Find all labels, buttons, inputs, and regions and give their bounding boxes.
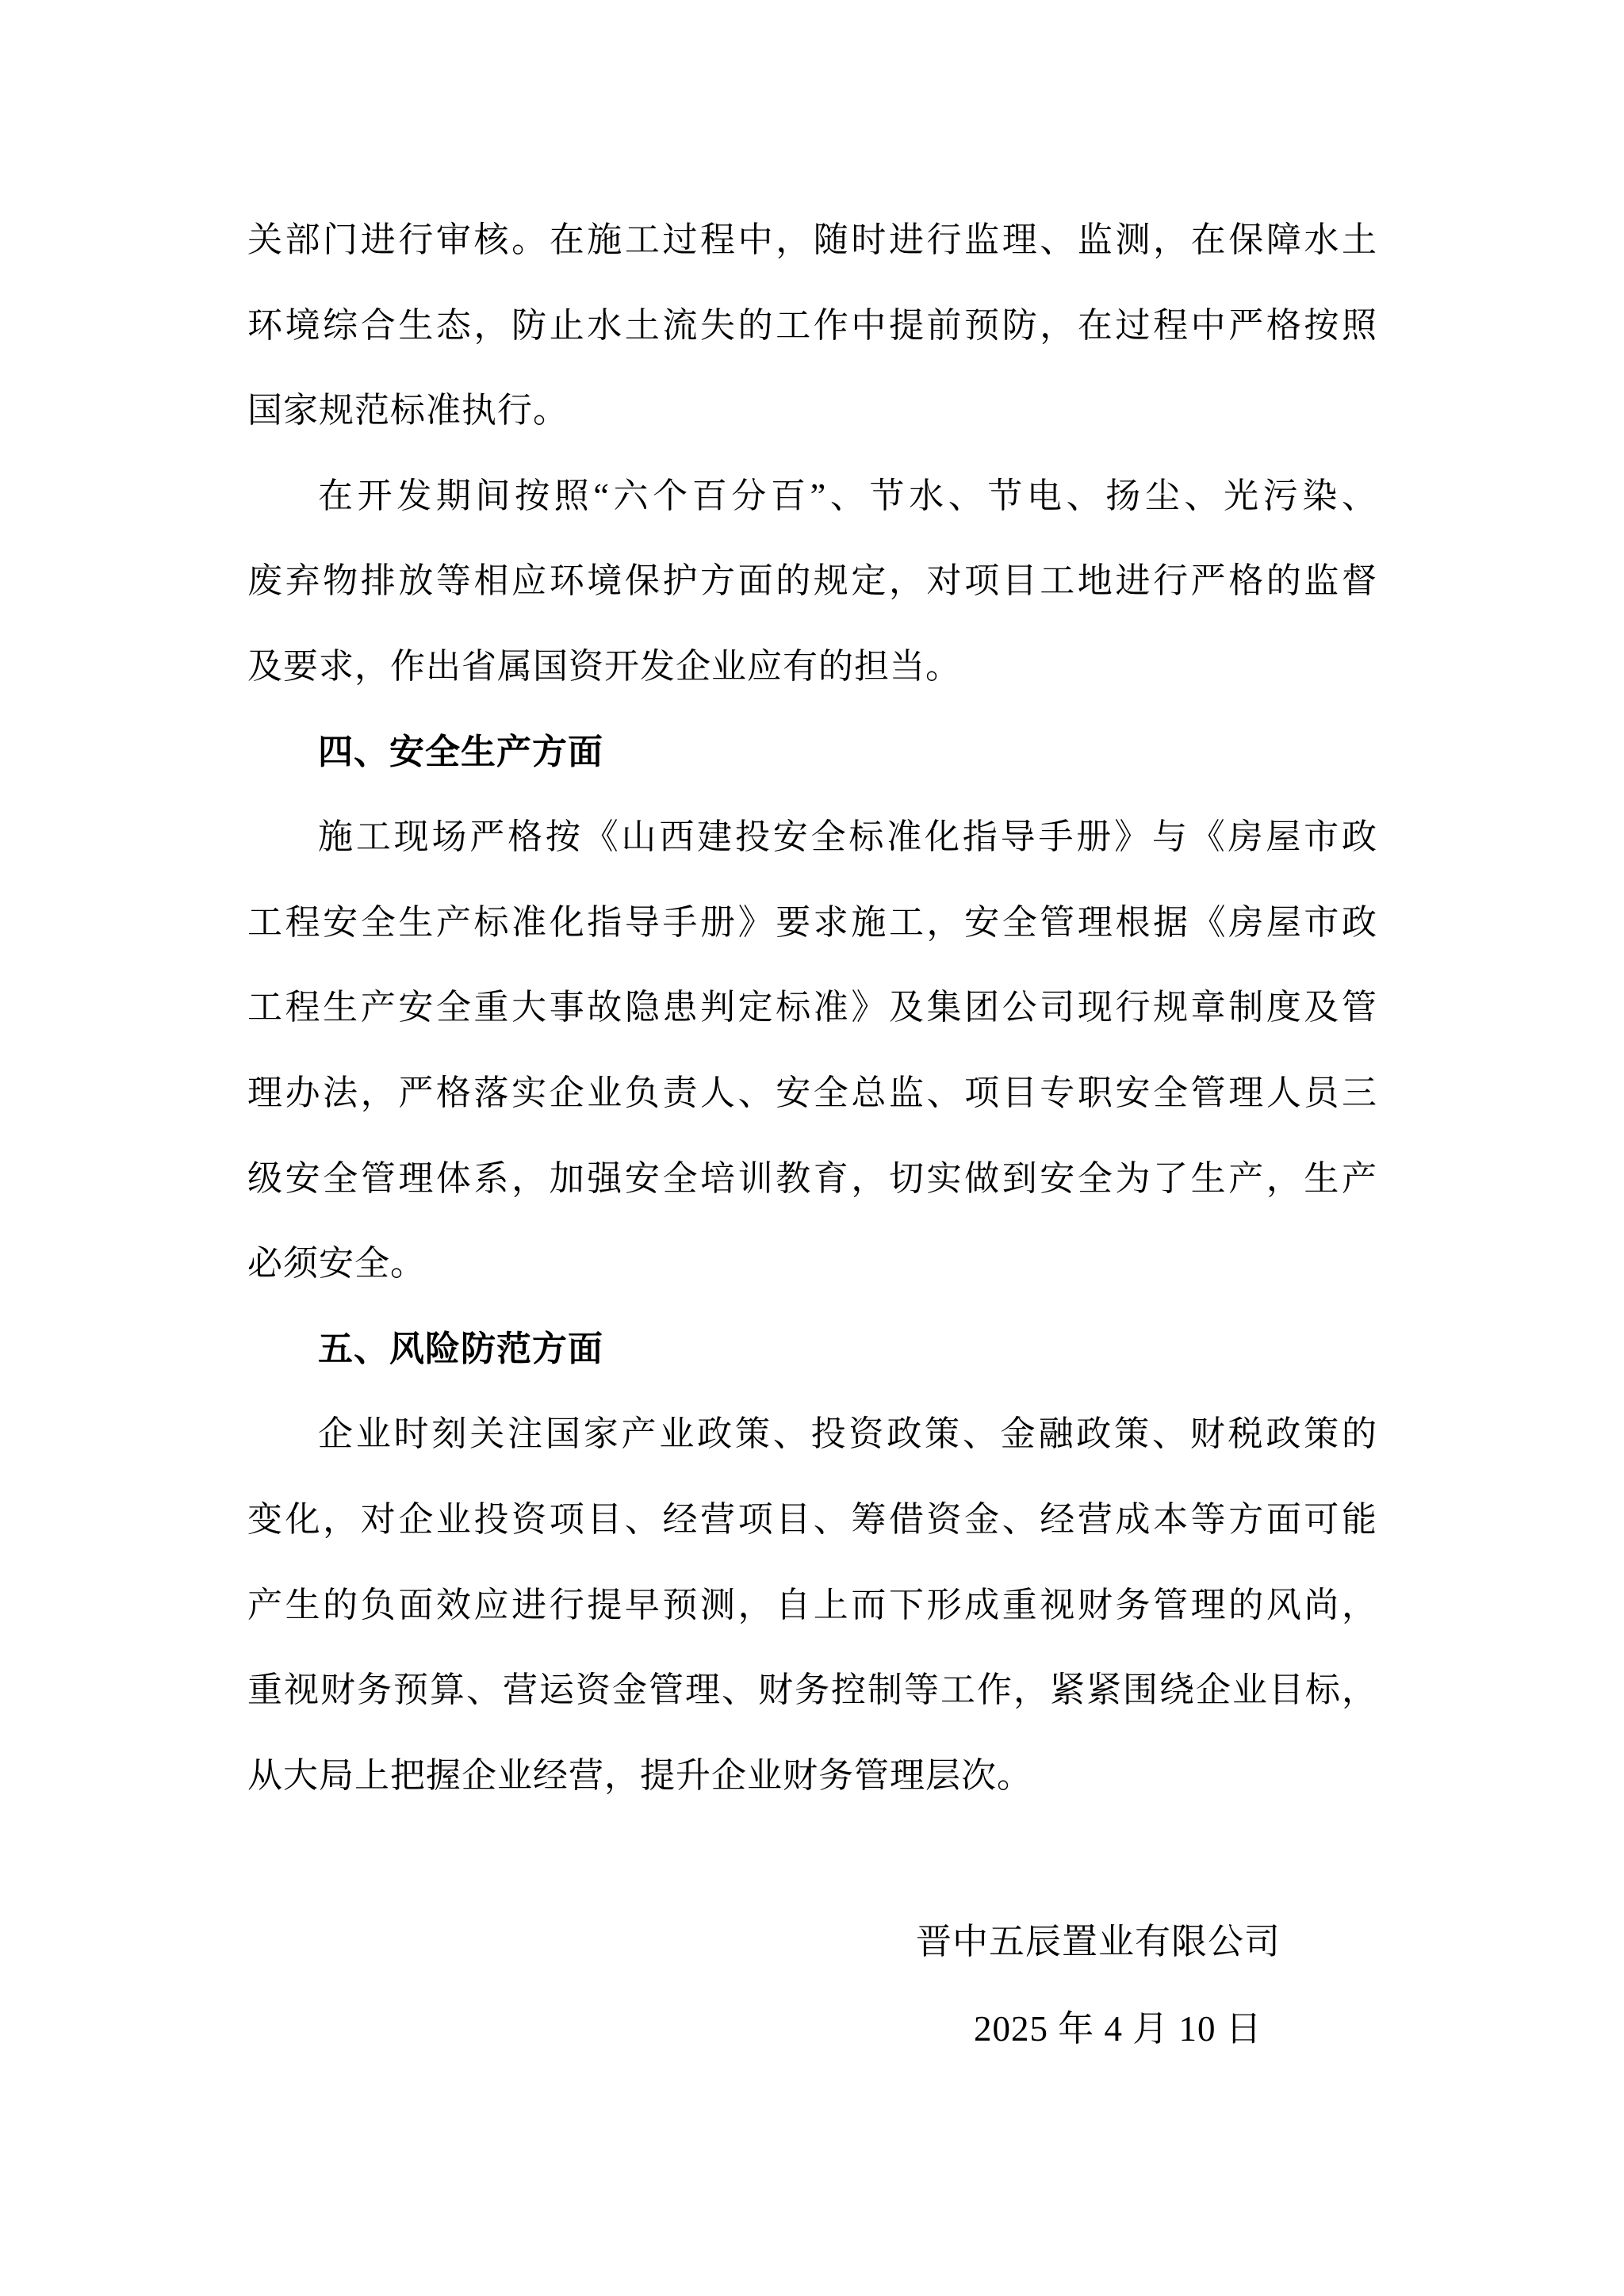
text-line: 理办法，严格落实企业负责人、安全总监、项目专职安全管理人员三 — [247, 1073, 1377, 1112]
text-line: 废弃物排放等相应环境保护方面的规定，对项目工地进行严格的监督 — [247, 561, 1377, 601]
text-line: 必须安全。 — [247, 1244, 426, 1284]
signature-date: 2025 年 4 月 10 日 — [974, 2009, 1262, 2049]
section-heading-four: 四、安全生产方面 — [318, 732, 603, 771]
section-heading-five: 五、风险防范方面 — [318, 1329, 603, 1368]
text-line: 变化，对企业投资项目、经营项目、筹借资金、经营成本等方面可能 — [247, 1499, 1377, 1539]
signature-company: 晋中五辰置业有限公司 — [916, 1922, 1281, 1961]
text-line: 工程安全生产标准化指导手册》要求施工，安全管理根据《房屋市政 — [247, 902, 1377, 942]
text-line: 从大局上把握企业经营，提升企业财务管理层次。 — [247, 1755, 1032, 1795]
text-line: 企业时刻关注国家产业政策、投资政策、金融政策、财税政策的 — [318, 1414, 1377, 1454]
text-line: 工程生产安全重大事故隐患判定标准》及集团公司现行规章制度及管 — [247, 988, 1377, 1027]
text-line: 国家规范标准执行。 — [247, 391, 569, 430]
text-line: 在开发期间按照“六个百分百”、节水、节电、扬尘、光污染、 — [318, 476, 1377, 515]
text-line: 及要求，作出省属国资开发企业应有的担当。 — [247, 646, 961, 686]
text-line: 环境综合生态，防止水土流失的工作中提前预防，在过程中严格按照 — [247, 305, 1377, 345]
document-body-text — [247, 197, 1377, 1818]
text-line: 产生的负面效应进行提早预测，自上而下形成重视财务管理的风尚， — [247, 1585, 1377, 1624]
text-line: 施工现场严格按《山西建投安全标准化指导手册》与《房屋市政 — [318, 817, 1377, 857]
text-line: 重视财务预算、营运资金管理、财务控制等工作，紧紧围绕企业目标， — [247, 1670, 1377, 1710]
text-line: 关部门进行审核。在施工过程中，随时进行监理、监测，在保障水土 — [247, 220, 1377, 259]
text-line: 级安全管理体系，加强安全培训教育，切实做到安全为了生产，生产 — [247, 1158, 1377, 1198]
